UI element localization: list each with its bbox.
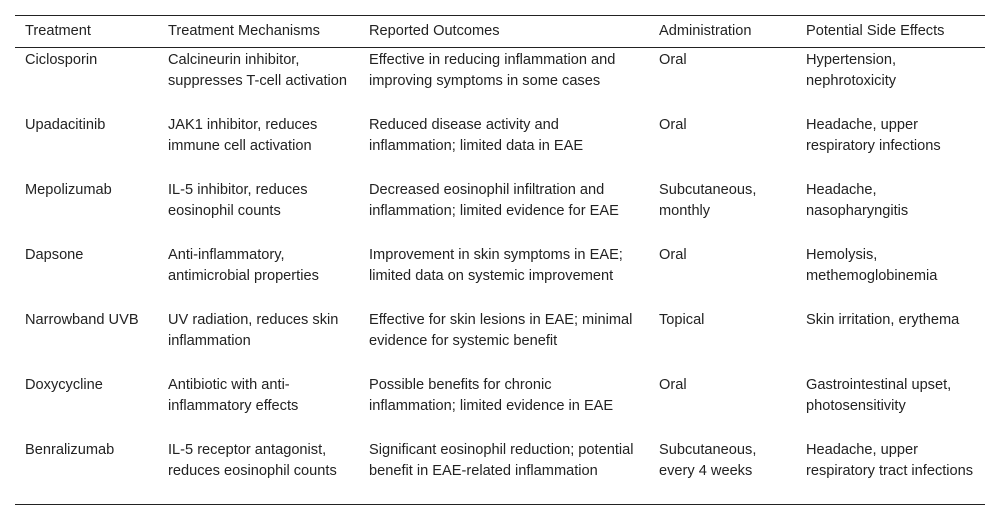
cell-side-effects: Gastrointestinal upset, photosensitivity <box>806 377 952 414</box>
cell-administration: Oral <box>659 52 687 68</box>
cell-treatment: Mepolizumab <box>25 182 112 198</box>
cell-mechanism: Anti-inflammatory, antimicrobial properties <box>168 247 319 284</box>
header-reported-outcomes: Reported Outcomes <box>369 23 500 39</box>
cell-mechanism: Calcineurin inhibitor, suppresses T-cell activation <box>168 52 347 89</box>
cell-side-effects: Skin irritation, erythema <box>806 312 960 328</box>
cell-side-effects: Headache, nasopharyngitis <box>806 182 909 219</box>
table-row <box>15 439 985 505</box>
header-administration: Administration <box>659 23 752 39</box>
table-row <box>15 179 985 244</box>
cell-administration: Topical <box>659 312 705 328</box>
header-potential-side-effects: Potential Side Effects <box>806 23 945 39</box>
cell-mechanism: IL-5 receptor antagonist, reduces eosinophil counts <box>168 442 337 479</box>
cell-outcome: Effective for skin lesions in EAE; minimal evidence for systemic benefit <box>369 312 633 349</box>
cell-side-effects: Hemolysis, methemoglobinemia <box>806 247 938 284</box>
cell-administration: Oral <box>659 377 687 393</box>
table-row <box>15 309 985 374</box>
cell-side-effects: Headache, upper respiratory infections <box>806 117 941 154</box>
treatment-table <box>15 15 985 505</box>
cell-treatment: Ciclosporin <box>25 52 98 68</box>
cell-administration: Oral <box>659 117 687 133</box>
cell-mechanism: IL-5 inhibitor, reduces eosinophil counts <box>168 182 308 219</box>
table-row <box>15 374 985 439</box>
cell-administration: Oral <box>659 247 687 263</box>
cell-treatment: Upadacitinib <box>25 117 106 133</box>
cell-mechanism: JAK1 inhibitor, reduces immune cell activation <box>168 117 318 154</box>
cell-treatment: Dapsone <box>25 247 84 263</box>
header-row <box>15 16 985 48</box>
cell-outcome: Possible benefits for chronic inflammation; limited evidence in EAE <box>369 377 614 414</box>
table-row <box>15 48 985 115</box>
cell-treatment: Benralizumab <box>25 442 115 458</box>
treatment-table-container <box>15 15 985 505</box>
cell-mechanism: Antibiotic with anti-inflammatory effects <box>168 377 299 414</box>
table-row <box>15 114 985 179</box>
header-treatment-mechanisms: Treatment Mechanisms <box>168 23 320 39</box>
cell-side-effects: Headache, upper respiratory tract infections <box>806 442 974 479</box>
cell-outcome: Effective in reducing inflammation and improving symptoms in some cases <box>369 52 616 89</box>
cell-mechanism: UV radiation, reduces skin inflammation <box>168 312 339 349</box>
cell-side-effects: Hypertension, nephrotoxicity <box>806 52 897 89</box>
cell-outcome: Reduced disease activity and inflammation; limited data in EAE <box>369 117 584 154</box>
cell-treatment: Doxycycline <box>25 377 103 393</box>
cell-administration: Subcutaneous, every 4 weeks <box>659 442 757 479</box>
cell-outcome: Significant eosinophil reduction; potential benefit in EAE-related inflammation <box>369 442 634 479</box>
cell-administration: Subcutaneous, monthly <box>659 182 757 219</box>
cell-outcome: Improvement in skin symptoms in EAE; limited data on systemic improvement <box>369 247 623 284</box>
table-header <box>15 16 985 48</box>
cell-treatment: Narrowband UVB <box>25 312 139 328</box>
cell-outcome: Decreased eosinophil infiltration and inflammation; limited evidence for EAE <box>369 182 619 219</box>
header-treatment: Treatment <box>25 23 91 39</box>
table-body <box>15 48 985 505</box>
table-row <box>15 244 985 309</box>
